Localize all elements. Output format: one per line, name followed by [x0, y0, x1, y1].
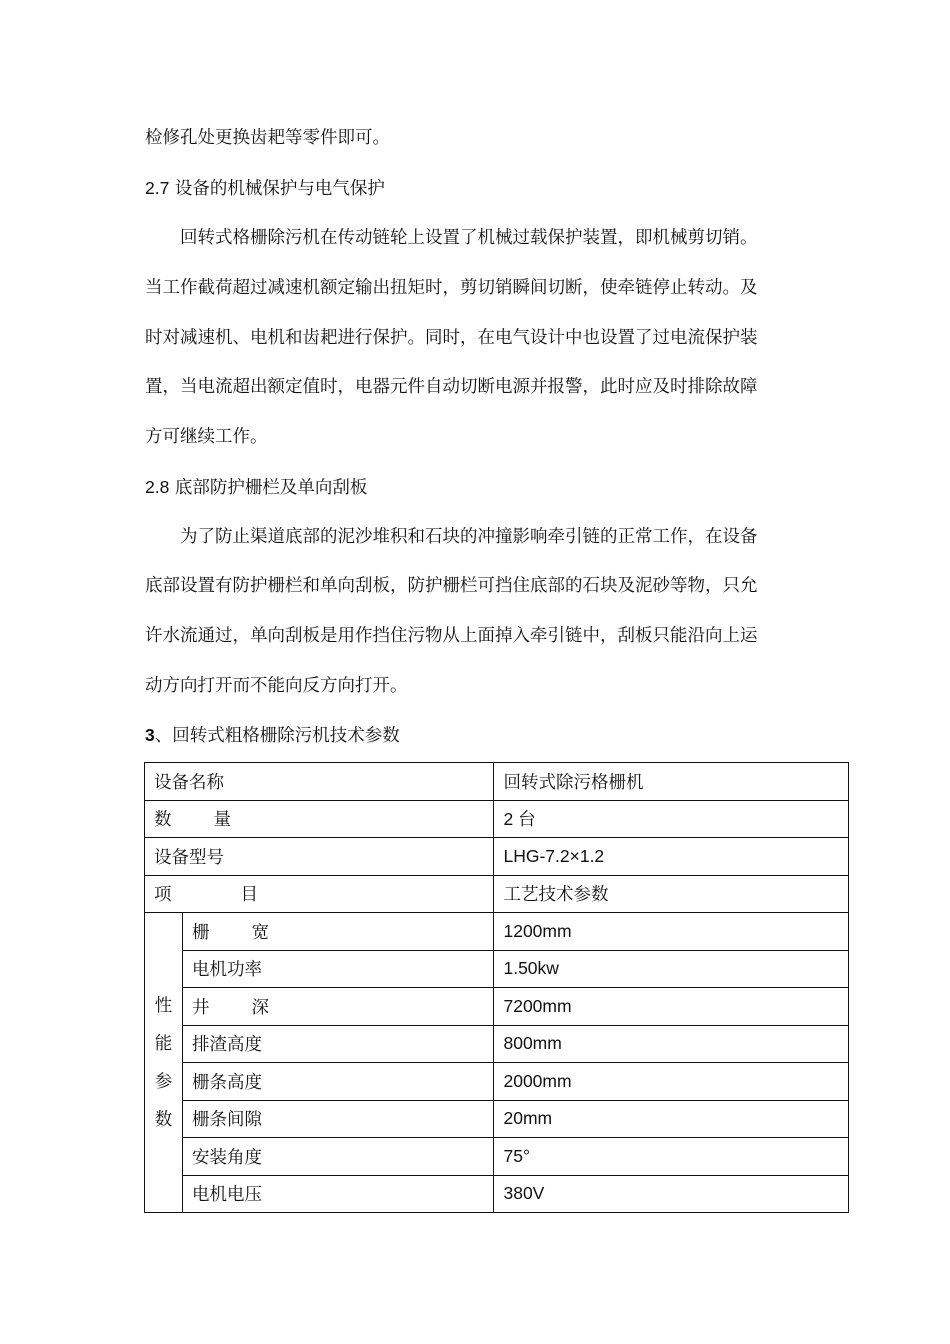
paragraph-line: 底部设置有防护栅栏和单向刮板，防护栅栏可挡住底部的石块及泥砂等物，只允: [145, 576, 758, 596]
param-value: 2000mm: [494, 1063, 849, 1101]
param-value: 75°: [494, 1138, 849, 1176]
param-value: 工艺技术参数: [494, 875, 849, 913]
paragraph-line: 方可继续工作。: [145, 427, 268, 447]
table-row: [145, 950, 849, 988]
table-row: [145, 1138, 849, 1176]
paragraph-line: 检修孔处更换齿耙等零件即可。: [145, 128, 390, 148]
param-value: 2 台: [494, 800, 849, 838]
param-label: [145, 800, 494, 838]
param-value: 800mm: [494, 1025, 849, 1063]
label-char: 数: [154, 810, 172, 831]
param-label: 排渣高度: [182, 1025, 494, 1063]
param-label: 栅条间隙: [182, 1100, 494, 1138]
table-row: [145, 875, 849, 913]
section-number: 2.8: [145, 477, 170, 497]
param-label: [145, 875, 494, 913]
group-char: 参: [154, 1071, 173, 1092]
param-label: 设备型号: [145, 838, 494, 876]
label-char: 宽: [251, 922, 269, 943]
section-title: 设备的机械保护与电气保护: [169, 179, 385, 199]
param-label: 电机电压: [182, 1175, 494, 1213]
param-value: 7200mm: [494, 988, 849, 1026]
paragraph-line: 为了防止渠道底部的泥沙堆积和石块的冲撞影响牵引链的正常工作，在设备: [180, 527, 758, 547]
param-label: [182, 988, 494, 1026]
table-row: [145, 1063, 849, 1101]
performance-group-label: [145, 913, 183, 1213]
technical-parameters-table: [144, 762, 849, 1213]
param-label: 栅条高度: [182, 1063, 494, 1101]
param-value: 380V: [494, 1175, 849, 1213]
param-label: [182, 913, 494, 951]
group-char: 性: [154, 995, 173, 1016]
param-value: 1.50kw: [494, 950, 849, 988]
table-row: [145, 838, 849, 876]
section-title: 、回转式粗格栅除污机技术参数: [154, 726, 400, 746]
section-heading-2-8: [145, 479, 367, 498]
param-value: LHG-7.2×1.2: [494, 838, 849, 876]
paragraph-line: 置，当电流超出额定值时，电器元件自动切断电源并报警，此时应及时排除故障: [145, 377, 758, 397]
section-heading-3: [145, 727, 400, 746]
section-number: 2.7: [145, 178, 170, 198]
table-row: [145, 763, 849, 801]
label-char: 栅: [191, 922, 210, 943]
table-row: [145, 800, 849, 838]
paragraph-line: 回转式格栅除污机在传动链轮上设置了机械过载保护装置，即机械剪切销。: [180, 228, 758, 248]
section-title: 底部防护栅栏及单向刮板: [169, 478, 368, 498]
group-char: 数: [154, 1109, 173, 1130]
label-char: 深: [251, 997, 269, 1018]
paragraph-line: 动方向打开而不能向反方向打开。: [145, 676, 408, 696]
param-label: 电机功率: [182, 950, 494, 988]
table-row: [145, 913, 849, 951]
group-char: 能: [154, 1033, 173, 1054]
paragraph-line: 当工作截荷超过减速机额定输出扭矩时，剪切销瞬间切断，使牵链停止转动。及: [145, 278, 758, 298]
label-char: 项: [154, 885, 172, 906]
param-value: 回转式除污格栅机: [494, 763, 849, 801]
section-heading-2-7: [145, 180, 385, 199]
label-char: 目: [240, 885, 258, 906]
param-value: 20mm: [494, 1100, 849, 1138]
table-row: [145, 988, 849, 1026]
param-label: 设备名称: [145, 763, 494, 801]
table-row: [145, 1100, 849, 1138]
label-char: 井: [191, 997, 210, 1018]
table-row: [145, 1175, 849, 1213]
table-row: [145, 1025, 849, 1063]
paragraph-line: 时对减速机、电机和齿耙进行保护。同时，在电气设计中也设置了过电流保护装: [145, 328, 758, 348]
param-value: 1200mm: [494, 913, 849, 951]
param-label: 安装角度: [182, 1138, 494, 1176]
label-char: 量: [213, 810, 231, 831]
section-number: 3: [145, 725, 155, 745]
paragraph-line: 许水流通过，单向刮板是用作挡住污物从上面掉入牵引链中，刮板只能沿向上运: [145, 626, 758, 646]
